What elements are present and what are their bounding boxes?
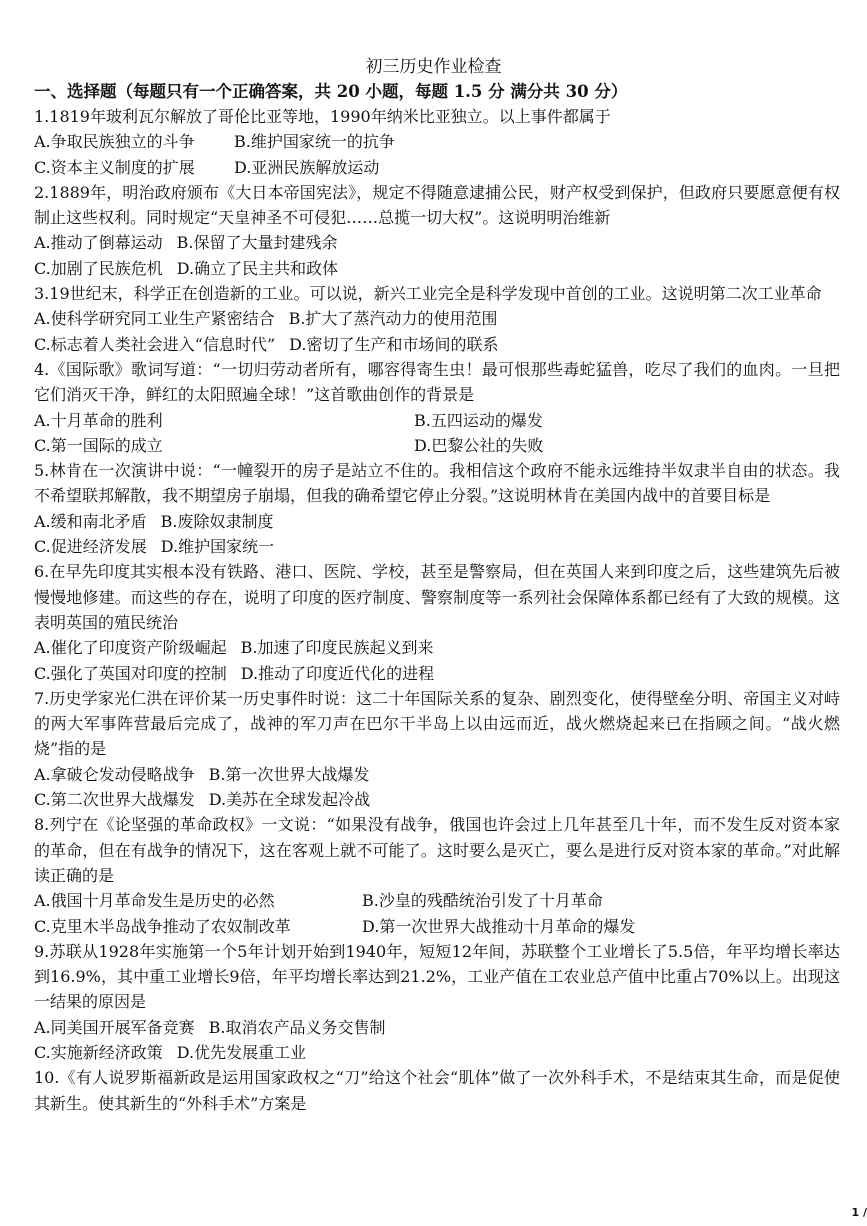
answer-option: C.强化了英国对印度的控制	[34, 663, 227, 683]
answer-option: A.缓和南北矛盾	[34, 511, 147, 531]
option-row	[34, 129, 840, 154]
option-row	[34, 914, 840, 939]
document-title: 初三历史作业检查	[365, 57, 502, 77]
answer-option: B.加速了印度民族起义到来	[240, 638, 434, 658]
option-row	[34, 306, 840, 331]
answer-option: C.第二次世界大战爆发	[34, 790, 195, 810]
option-row	[34, 155, 840, 180]
answer-option: B.扩大了蒸汽动力的使用范围	[288, 309, 498, 329]
answer-option: D.推动了印度近代化的进程	[240, 663, 435, 683]
question-item	[34, 281, 840, 357]
answer-option: A.拿破仑发动侵略战争	[34, 764, 195, 784]
answer-option: C.资本主义制度的扩展	[34, 157, 195, 177]
question-stem: 3.19世纪末，科学正在创造新的工业。可以说，新兴工业完全是科学发现中首创的工业。这说明第二次工业革命	[34, 284, 822, 304]
question-item	[34, 104, 840, 180]
option-row	[34, 534, 840, 559]
answer-option: C.实施新经济政策	[34, 1042, 163, 1062]
answer-option: D.第一次世界大战推动十月革命的爆发	[362, 916, 636, 936]
option-row	[34, 332, 840, 357]
option-row	[34, 509, 840, 534]
option-row	[34, 888, 840, 913]
answer-option: D.密切了生产和市场间的联系	[289, 334, 499, 354]
question-item	[34, 180, 840, 281]
answer-options	[34, 888, 840, 939]
option-row	[34, 661, 840, 686]
answer-option: C.标志着人类社会进入“信息时代”	[34, 334, 276, 354]
answer-option: A.使科学研究同工业生产紧密结合	[34, 309, 275, 329]
question-item	[34, 357, 840, 458]
question-stem: 9.苏联从1928年实施第一个5年计划开始到1940年，短短12年间，苏联整个工业增长了5.5倍，年平均增长率达到16.9%，其中重工业增长9倍，年平均增长率达到21.2%，工业产值在工农业总产值中比重占70%以上。出现这一结果的原因是	[34, 941, 840, 1012]
option-row	[34, 762, 840, 787]
answer-option: A.俄国十月革命发生是历史的必然	[34, 891, 275, 911]
answer-option: B.废除奴隶制度	[160, 511, 274, 531]
answer-option: A.十月革命的胜利	[34, 410, 163, 430]
answer-option: B.取消农产品义务交售制	[208, 1017, 386, 1037]
answer-option: D.优先发展重工业	[176, 1042, 307, 1062]
answer-option: B.第一次世界大战爆发	[208, 764, 370, 784]
answer-option: A.推动了倒幕运动	[34, 233, 163, 253]
option-row	[34, 433, 840, 458]
answer-option: D.巴黎公社的失败	[414, 435, 544, 455]
answer-option: D.维护国家统一	[160, 537, 275, 557]
question-list	[34, 104, 840, 1116]
answer-option: B.沙皇的残酷统治引发了十月革命	[362, 891, 603, 911]
question-item	[34, 939, 840, 1065]
answer-option: C.促进经济发展	[34, 537, 147, 557]
option-row	[34, 1015, 840, 1040]
answer-options	[34, 230, 840, 281]
answer-options	[34, 408, 840, 459]
question-stem: 1.1819年玻利瓦尔解放了哥伦比亚等地，1990年纳米比亚独立。以上事件都属于	[34, 107, 611, 126]
answer-options	[34, 306, 840, 357]
question-stem: 8.列宁在《论坚强的革命政权》一文说：“如果没有战争，俄国也许会过上几年甚至几十年，而不发生反对资本家的革命，但在有战争的情况下，这在客观上就不可能了。这时要么是灭亡，要么是进行反对资本家的革命。”对此解读正确的是	[34, 815, 840, 885]
answer-option: D.确立了民主共和政体	[176, 258, 339, 278]
answer-option: B.保留了大量封建残余	[176, 233, 338, 253]
answer-option: B.维护国家统一的抗争	[234, 132, 395, 152]
option-row	[34, 787, 840, 812]
question-stem: 10.《有人说罗斯福新政是运用国家政权之“刀”给这个社会“肌体”做了一次外科手术，不是结束其生命，而是促使其新生。使其新生的“外科手术”方案是	[34, 1068, 840, 1113]
answer-option: D.亚洲民族解放运动	[234, 157, 380, 177]
question-item	[34, 686, 840, 812]
answer-option: C.加剧了民族危机	[34, 258, 163, 278]
answer-option: A.催化了印度资产阶级崛起	[34, 638, 227, 658]
option-row	[34, 635, 840, 660]
option-row	[34, 1040, 840, 1065]
answer-options	[34, 635, 840, 686]
question-item	[34, 458, 840, 559]
answer-option: B.五四运动的爆发	[414, 410, 543, 430]
option-row	[34, 408, 840, 433]
answer-options	[34, 1015, 840, 1066]
question-item	[34, 812, 840, 938]
option-row	[34, 256, 840, 281]
option-row	[34, 230, 840, 255]
answer-option: A.争取民族独立的斗争	[34, 132, 195, 152]
section-heading: 一、选择题（每题只有一个正确答案，共 20 小题，每题 1.5 分 满分共 30 分）	[34, 82, 628, 101]
question-stem: 7.历史学家光仁洪在评价某一历史事件时说：这二十年国际关系的复杂、剧烈变化，使得壁垒分明、帝国主义对峙的两大军事阵营最后完成了，战神的军刀声在巴尔干半岛上以由远而近，战火燃烧起来已在指顾之间。“战火燃烧”指的是	[34, 688, 840, 759]
page-number: 1 /	[851, 1206, 867, 1219]
answer-options	[34, 762, 840, 813]
question-item	[34, 559, 840, 685]
answer-option: C.克里木半岛战争推动了农奴制改革	[34, 916, 291, 936]
question-stem: 2.1889年，明治政府颁布《大日本帝国宪法》，规定不得随意逮捕公民，财产权受到保护，但政府只要愿意便有权制止这些权利。同时规定“天皇神圣不可侵犯……总揽一切大权”。这说明明治维新	[34, 182, 840, 228]
question-stem: 6.在早先印度其实根本没有铁路、港口、医院、学校，甚至是警察局，但在英国人来到印度之后，这些建筑先后被慢慢地修建。而这些的存在，说明了印度的医疗制度、警察制度等一系列社会保障体系都已经有了大致的规模。这表明英国的殖民统治	[34, 562, 840, 632]
question-item	[34, 1065, 840, 1116]
answer-option: C.第一国际的成立	[34, 435, 163, 455]
answer-option: D.美苏在全球发起冷战	[208, 790, 371, 810]
answer-option: A.同美国开展军备竞赛	[34, 1017, 195, 1037]
answer-options	[34, 129, 840, 180]
question-stem: 4.《国际歌》歌词写道：“一切归劳动者所有，哪容得寄生虫！最可恨那些毒蛇猛兽，吃尽了我们的血肉。一旦把它们消灭干净，鲜红的太阳照遍全球！”这首歌曲创作的背景是	[34, 359, 840, 405]
answer-options	[34, 509, 840, 560]
question-stem: 5.林肯在一次演讲中说：“一幢裂开的房子是站立不住的。我相信这个政府不能永远维持半奴隶半自由的状态。我不希望联邦解散，我不期望房子崩塌，但我的确希望它停止分裂。”这说明林肯在美国内战中的首要目标是	[34, 461, 840, 506]
